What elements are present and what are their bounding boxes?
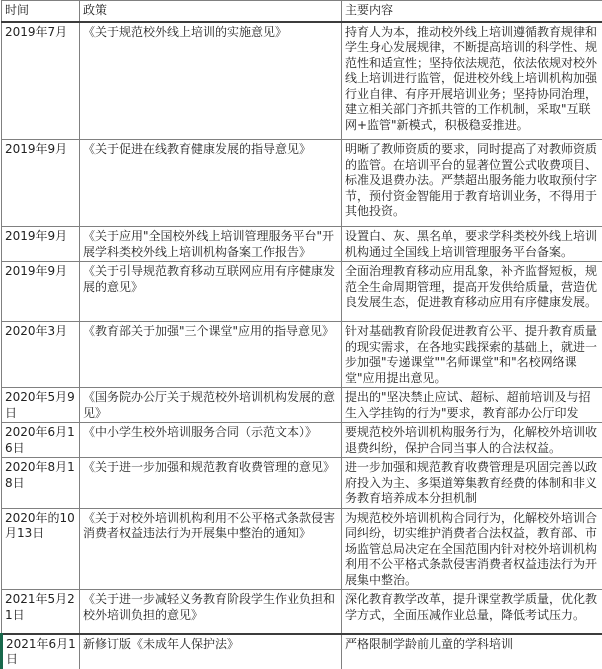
table-row: [2, 590, 602, 634]
cell-policy: 《国务院办公厅关于规范校外培训机构发展的意见》: [80, 388, 342, 423]
cell-time: 2019年9月: [2, 227, 80, 262]
cell-policy: 《关于进一步减轻义务教育阶段学生作业负担和校外培训负担的意见》: [80, 590, 342, 634]
cell-time: 2020年6月16日: [2, 423, 80, 458]
cell-time: 2019年9月: [2, 262, 80, 322]
cell-content: 深化教育教学改革，提升课堂教学质量，优化教学方式，全面压减作业总量，降低考试压力。: [342, 590, 602, 634]
cell-policy: 《中小学生校外培训服务合同（示范文本）》: [80, 423, 342, 458]
cell-content: 全面治理教育移动应用乱象，补齐监督短板，规范全生命周期管理，提高开发供给质量，营造优良发展生态，促进教育移动应用有序健康发展。: [342, 262, 602, 322]
cell-policy: 《关于应用"全国校外线上培训管理服务平台"开展学科类校外线上培训机构备案工作报告》: [80, 227, 342, 262]
table-row: [2, 423, 602, 458]
cell-policy: 《关于引导规范教育移动互联网应用有序健康发展的意见》: [80, 262, 342, 322]
cell-time: 2020年5月9日: [2, 388, 80, 423]
column-header-policy: 政策: [80, 1, 342, 22]
cell-time: 2021年6月1日: [2, 634, 80, 669]
table-row: [2, 227, 602, 262]
table-row: [2, 634, 602, 669]
column-header-time: 时间: [2, 1, 80, 22]
table-row: [2, 388, 602, 423]
cell-time: 2019年9月: [2, 140, 80, 227]
table-row: [2, 458, 602, 509]
cell-content: 设置白、灰、黑名单，要求学科类校外线上培训机构通过全国线上培训管理服务平台备案。: [342, 227, 602, 262]
cell-time: 2020年8月18日: [2, 458, 80, 509]
column-header-content: 主要内容: [342, 1, 602, 22]
cell-policy: 《关于规范校外线上培训的实施意见》: [80, 22, 342, 140]
cell-content: 要规范校外培训机构服务行为，化解校外培训收退费纠纷，保护合同当事人的合法权益。: [342, 423, 602, 458]
table-row: [2, 22, 602, 140]
cell-policy: 《教育部关于加强"三个课堂"应用的指导意见》: [80, 322, 342, 388]
cell-content: 针对基础教育阶段促进教育公平、提升教育质量的现实需求，在各地实践探索的基础上，就进一步加强"专递课堂""名师课堂"和"名校网络课堂"应用提出意见。: [342, 322, 602, 388]
table-row: [2, 140, 602, 227]
cell-time: 2020年3月: [2, 322, 80, 388]
cell-policy: 《关于进一步加强和规范教育收费管理的意见》: [80, 458, 342, 509]
cell-content: 提出的"坚决禁止应试、超标、超前培训及与招生入学挂钩的行为"要求，教育部办公厅印发: [342, 388, 602, 423]
table-row: [2, 508, 602, 590]
cell-content: 进一步加强和规范教育收费管理是巩固完善以政府投入为主、多渠道筹集教育经费的体制和非义务教育培养成本分担机制: [342, 458, 602, 509]
cell-time: 2019年7月: [2, 22, 80, 140]
cell-content: 持育人为本，推动校外线上培训遵循教育规律和学生身心发展规律，不断提高培训的科学性、规范性和适宣性；坚持依法规范，依法依规对校外线上培训进行监管，促进校外线上培训机构加强行业自律、有序开展培训业务；坚持协同治理，建立相关部门齐抓共管的工作机制，采取"互联网+监管"新模式，积极稳妥推进。: [342, 22, 602, 140]
cell-content: 明晰了教师资质的要求，同时提高了对教师资质的监管。在培训平台的显著位置公式收费项目、标准及退费办法。严禁超出服务能力收取预付字节，预付资金智能用于教育培训业务，不得用于其他投资。: [342, 140, 602, 227]
cell-policy: 《关于促进在线教育健康发展的指导意见》: [80, 140, 342, 227]
cell-time: 2021年5月21日: [2, 590, 80, 634]
cell-policy: 新修订版《未成年人保护法》: [80, 634, 342, 669]
table-row: [2, 322, 602, 388]
cell-content: 严格限制学龄前儿童的学科培训: [342, 634, 602, 669]
cell-content: 为规范校外培训机构合同行为，化解校外培训合同纠纷，切实维护消费者合法权益，教育部、市场监管总局决定在全国范围内针对校外培训机构利用不公平格式条款侵害消费者权益违法行为开展集中整治。: [342, 508, 602, 590]
cell-policy: 《关于对校外培训机构利用不公平格式条款侵害消费者权益违法行为开展集中整治的通知》: [80, 508, 342, 590]
cell-time: 2020年的10月13日: [2, 508, 80, 590]
table-row: [2, 262, 602, 322]
table-header-row: [2, 1, 602, 22]
